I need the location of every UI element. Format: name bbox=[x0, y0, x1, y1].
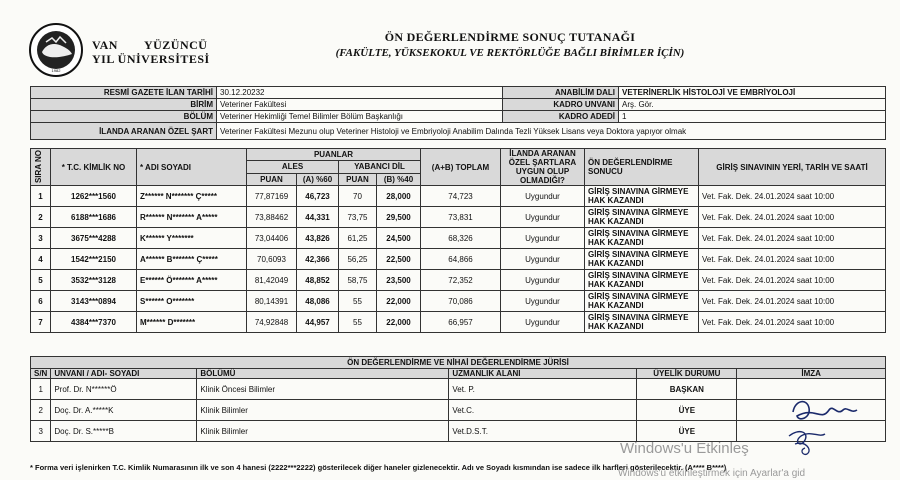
cell-tc: 3143***0894 bbox=[51, 291, 137, 312]
header-sart: İLANDA ARANAN ÖZEL ŞARTLARA UYGUN OLUP OLMADIĞI? bbox=[501, 149, 585, 186]
cell-name: E****** Ö******* A***** bbox=[137, 270, 247, 291]
dept-value: VETERİNERLİK HİSTOLOJİ VE EMBRİYOLOJİ bbox=[619, 87, 886, 99]
cell-ales-a: 48,086 bbox=[297, 291, 339, 312]
cell-ales: 81,42049 bbox=[247, 270, 297, 291]
cell-no: 6 bbox=[31, 291, 51, 312]
cell-no: 4 bbox=[31, 249, 51, 270]
cell-ales: 73,04406 bbox=[247, 228, 297, 249]
unit-label: BİRİM bbox=[31, 99, 217, 111]
candidates-table bbox=[30, 148, 886, 333]
windows-activation-subtitle: Windows'u etkinleştirmek için Ayarlar'a gid bbox=[618, 468, 806, 479]
cell-ales: 74,92848 bbox=[247, 312, 297, 333]
jury-cell-unit: Klinik Bilimler bbox=[197, 400, 449, 421]
table-row bbox=[31, 291, 886, 312]
cell-cond: Uygundur bbox=[501, 228, 585, 249]
cell-cond: Uygundur bbox=[501, 312, 585, 333]
cell-no: 5 bbox=[31, 270, 51, 291]
cell-no: 2 bbox=[31, 207, 51, 228]
document-subtitle: (FAKÜLTE, YÜKSEKOKUL VE REKTÖRLÜĞE BAĞLI BİRİMLER İÇİN) bbox=[335, 47, 685, 59]
cell-total: 66,957 bbox=[421, 312, 501, 333]
cell-name: S****** O******* bbox=[137, 291, 247, 312]
cell-ales: 70,6093 bbox=[247, 249, 297, 270]
jury-header-unit: BÖLÜMÜ bbox=[197, 369, 449, 379]
jury-cell-role: ÜYE bbox=[637, 400, 737, 421]
university-name-line1b: YÜZÜNCÜ bbox=[143, 38, 208, 52]
rank-label: KADRO UNVANI bbox=[503, 99, 619, 111]
jury-cell-unit: Klinik Bilimler bbox=[197, 421, 449, 442]
cell-exam: Vet. Fak. Dek. 24.01.2024 saat 10:00 bbox=[699, 312, 886, 333]
cell-total: 73,831 bbox=[421, 207, 501, 228]
header-b40: (B) %40 bbox=[377, 173, 421, 185]
cell-ales-a: 48,852 bbox=[297, 270, 339, 291]
cell-result: GİRİŞ SINAVINA GİRMEYE HAK KAZANDI bbox=[585, 186, 699, 207]
cell-total: 72,352 bbox=[421, 270, 501, 291]
cell-yd-b: 22,000 bbox=[377, 312, 421, 333]
header-sonuc: ÖN DEĞERLENDİRME SONUCU bbox=[585, 149, 699, 186]
cell-total: 70,086 bbox=[421, 291, 501, 312]
university-name-line1a: VAN bbox=[92, 38, 118, 52]
cell-exam: Vet. Fak. Dek. 24.01.2024 saat 10:00 bbox=[699, 207, 886, 228]
count-label: KADRO ADEDİ bbox=[503, 111, 619, 123]
cell-ales: 73,88462 bbox=[247, 207, 297, 228]
cell-result: GİRİŞ SINAVINA GİRMEYE HAK KAZANDI bbox=[585, 249, 699, 270]
cell-cond: Uygundur bbox=[501, 249, 585, 270]
windows-activation-title: Windows'u Etkinleş bbox=[620, 440, 749, 457]
jury-cell-unit: Klinik Öncesi Bilimler bbox=[197, 379, 449, 400]
footnote: * Forma veri işlenirken T.C. Kimlik Numarasının ilk ve son 4 hanesi (2222***2222) gösterilecek diğer haneler gizlenecektir. Adı ve Soyadı kısmından ise sadece ilk harfleri gösterilecektir. (A**** B****) bbox=[30, 463, 727, 472]
jury-title: ÖN DEĞERLENDİRME VE NİHAİ DEĞERLENDİRME JÜRİSİ bbox=[30, 356, 886, 368]
cell-ales-a: 44,957 bbox=[297, 312, 339, 333]
header-a60: (A) %60 bbox=[297, 173, 339, 185]
rank-value: Arş. Gör. bbox=[619, 99, 886, 111]
cell-result: GİRİŞ SINAVINA GİRMEYE HAK KAZANDI bbox=[585, 228, 699, 249]
cell-result: GİRİŞ SINAVINA GİRMEYE HAK KAZANDI bbox=[585, 207, 699, 228]
jury-cell-field: Vet.D.S.T. bbox=[449, 421, 637, 442]
cell-yd: 58,75 bbox=[339, 270, 377, 291]
table-row bbox=[31, 312, 886, 333]
cell-no: 7 bbox=[31, 312, 51, 333]
cell-no: 1 bbox=[31, 186, 51, 207]
jury-header-field: UZMANLIK ALANI bbox=[449, 369, 637, 379]
cell-name: A****** B******* Ç***** bbox=[137, 249, 247, 270]
header-sinav: GİRİŞ SINAVININ YERİ, TARİH VE SAATİ bbox=[699, 149, 886, 186]
cell-ales-a: 44,331 bbox=[297, 207, 339, 228]
cell-name: Z****** N******* Ç***** bbox=[137, 186, 247, 207]
document-title: ÖN DEĞERLENDİRME SONUÇ TUTANAĞI bbox=[384, 30, 636, 44]
cell-ales: 80,14391 bbox=[247, 291, 297, 312]
table-row bbox=[31, 186, 886, 207]
header-puanlar: PUANLAR bbox=[247, 149, 421, 161]
cell-total: 64,866 bbox=[421, 249, 501, 270]
cell-cond: Uygundur bbox=[501, 207, 585, 228]
section-label: BÖLÜM bbox=[31, 111, 217, 123]
cell-yd: 56,25 bbox=[339, 249, 377, 270]
jury-signatures bbox=[785, 392, 890, 462]
requirement-label: İLANDA ARANAN ÖZEL ŞART bbox=[31, 123, 217, 140]
cell-yd: 61,25 bbox=[339, 228, 377, 249]
jury-cell-field: Vet.C. bbox=[449, 400, 637, 421]
cell-yd-b: 28,000 bbox=[377, 186, 421, 207]
jury-cell-name: Doç. Dr. S.*****B bbox=[51, 421, 197, 442]
cell-tc: 4384***7370 bbox=[51, 312, 137, 333]
jury-row bbox=[31, 421, 886, 442]
cell-yd: 73,75 bbox=[339, 207, 377, 228]
cell-cond: Uygundur bbox=[501, 270, 585, 291]
dept-label: ANABİLİM DALI bbox=[503, 87, 619, 99]
jury-row bbox=[31, 400, 886, 421]
cell-cond: Uygundur bbox=[501, 291, 585, 312]
cell-tc: 3675***4288 bbox=[51, 228, 137, 249]
jury-row bbox=[31, 379, 886, 400]
jury-header-name: UNVANI / ADI- SOYADI bbox=[51, 369, 197, 379]
jury-body bbox=[31, 379, 886, 442]
jury-cell-name: Prof. Dr. N******Ö bbox=[51, 379, 197, 400]
header-sira: SIRA NO bbox=[31, 149, 51, 186]
university-name bbox=[92, 38, 210, 66]
jury-header-sign: İMZA bbox=[737, 369, 886, 379]
jury-cell-role: ÜYE bbox=[637, 421, 737, 442]
university-name-line2: YIL ÜNİVERSİTESİ bbox=[92, 52, 210, 66]
count-value: 1 bbox=[619, 111, 886, 123]
jury-cell-field: Vet. P. bbox=[449, 379, 637, 400]
jury-cell-sn: 1 bbox=[31, 379, 51, 400]
jury-cell-role: BAŞKAN bbox=[637, 379, 737, 400]
jury-cell-sn: 3 bbox=[31, 421, 51, 442]
svg-text:1982: 1982 bbox=[51, 68, 61, 73]
candidates-body bbox=[31, 186, 886, 333]
cell-tc: 3532***3128 bbox=[51, 270, 137, 291]
cell-yd: 55 bbox=[339, 312, 377, 333]
cell-ales-a: 42,366 bbox=[297, 249, 339, 270]
cell-total: 74,723 bbox=[421, 186, 501, 207]
cell-yd-b: 22,000 bbox=[377, 291, 421, 312]
cell-tc: 6188***1686 bbox=[51, 207, 137, 228]
cell-cond: Uygundur bbox=[501, 186, 585, 207]
jury-cell-sn: 2 bbox=[31, 400, 51, 421]
header-toplam: (A+B) TOPLAM bbox=[421, 149, 501, 186]
cell-ales-a: 43,826 bbox=[297, 228, 339, 249]
cell-ales-a: 46,723 bbox=[297, 186, 339, 207]
cell-ales: 77,87169 bbox=[247, 186, 297, 207]
cell-yd: 70 bbox=[339, 186, 377, 207]
cell-tc: 1542***2150 bbox=[51, 249, 137, 270]
requirement-value: Veteriner Fakültesi Mezunu olup Veteriner Histoloji ve Embriyoloji Anabilim Dalında Tezli Yüksek Lisans veya Doktora yapıyor olmak bbox=[217, 123, 886, 140]
unit-value: Veteriner Fakültesi bbox=[217, 99, 503, 111]
cell-exam: Vet. Fak. Dek. 24.01.2024 saat 10:00 bbox=[699, 228, 886, 249]
gazette-label: RESMİ GAZETE İLAN TARİHİ bbox=[31, 87, 217, 99]
header-ales: ALES bbox=[247, 161, 339, 173]
section-value: Veteriner Hekimliği Temel Bilimler Bölüm Başkanlığı bbox=[217, 111, 503, 123]
header-ales-puan: PUAN bbox=[247, 173, 297, 185]
table-row bbox=[31, 228, 886, 249]
cell-no: 3 bbox=[31, 228, 51, 249]
cell-yd-b: 23,500 bbox=[377, 270, 421, 291]
document-header bbox=[300, 30, 720, 59]
table-row bbox=[31, 207, 886, 228]
jury-header-sn: S/N bbox=[31, 369, 51, 379]
cell-yd-b: 22,500 bbox=[377, 249, 421, 270]
header-yabanci: YABANCI DİL bbox=[339, 161, 421, 173]
table-row bbox=[31, 249, 886, 270]
cell-total: 68,326 bbox=[421, 228, 501, 249]
jury-header-role: ÜYELİK DURUMU bbox=[637, 369, 737, 379]
cell-exam: Vet. Fak. Dek. 24.01.2024 saat 10:00 bbox=[699, 291, 886, 312]
cell-yd: 55 bbox=[339, 291, 377, 312]
table-row bbox=[31, 270, 886, 291]
header-yd-puan: PUAN bbox=[339, 173, 377, 185]
header-tc: * T.C. KİMLİK NO bbox=[51, 149, 137, 186]
header-name: * ADI SOYADI bbox=[137, 149, 247, 186]
jury-table bbox=[30, 368, 886, 442]
cell-result: GİRİŞ SINAVINA GİRMEYE HAK KAZANDI bbox=[585, 291, 699, 312]
cell-exam: Vet. Fak. Dek. 24.01.2024 saat 10:00 bbox=[699, 186, 886, 207]
cell-name: R****** N******* A***** bbox=[137, 207, 247, 228]
gazette-value: 30.12.20232 bbox=[217, 87, 503, 99]
cell-result: GİRİŞ SINAVINA GİRMEYE HAK KAZANDI bbox=[585, 312, 699, 333]
info-table bbox=[30, 86, 886, 140]
cell-result: GİRİŞ SINAVINA GİRMEYE HAK KAZANDI bbox=[585, 270, 699, 291]
cell-exam: Vet. Fak. Dek. 24.01.2024 saat 10:00 bbox=[699, 270, 886, 291]
cell-yd-b: 24,500 bbox=[377, 228, 421, 249]
jury-cell-name: Doç. Dr. A.*****K bbox=[51, 400, 197, 421]
cell-tc: 1262***1560 bbox=[51, 186, 137, 207]
cell-name: K****** Y******* bbox=[137, 228, 247, 249]
cell-exam: Vet. Fak. Dek. 24.01.2024 saat 10:00 bbox=[699, 249, 886, 270]
university-logo bbox=[28, 22, 84, 78]
cell-name: M****** D******* bbox=[137, 312, 247, 333]
cell-yd-b: 29,500 bbox=[377, 207, 421, 228]
